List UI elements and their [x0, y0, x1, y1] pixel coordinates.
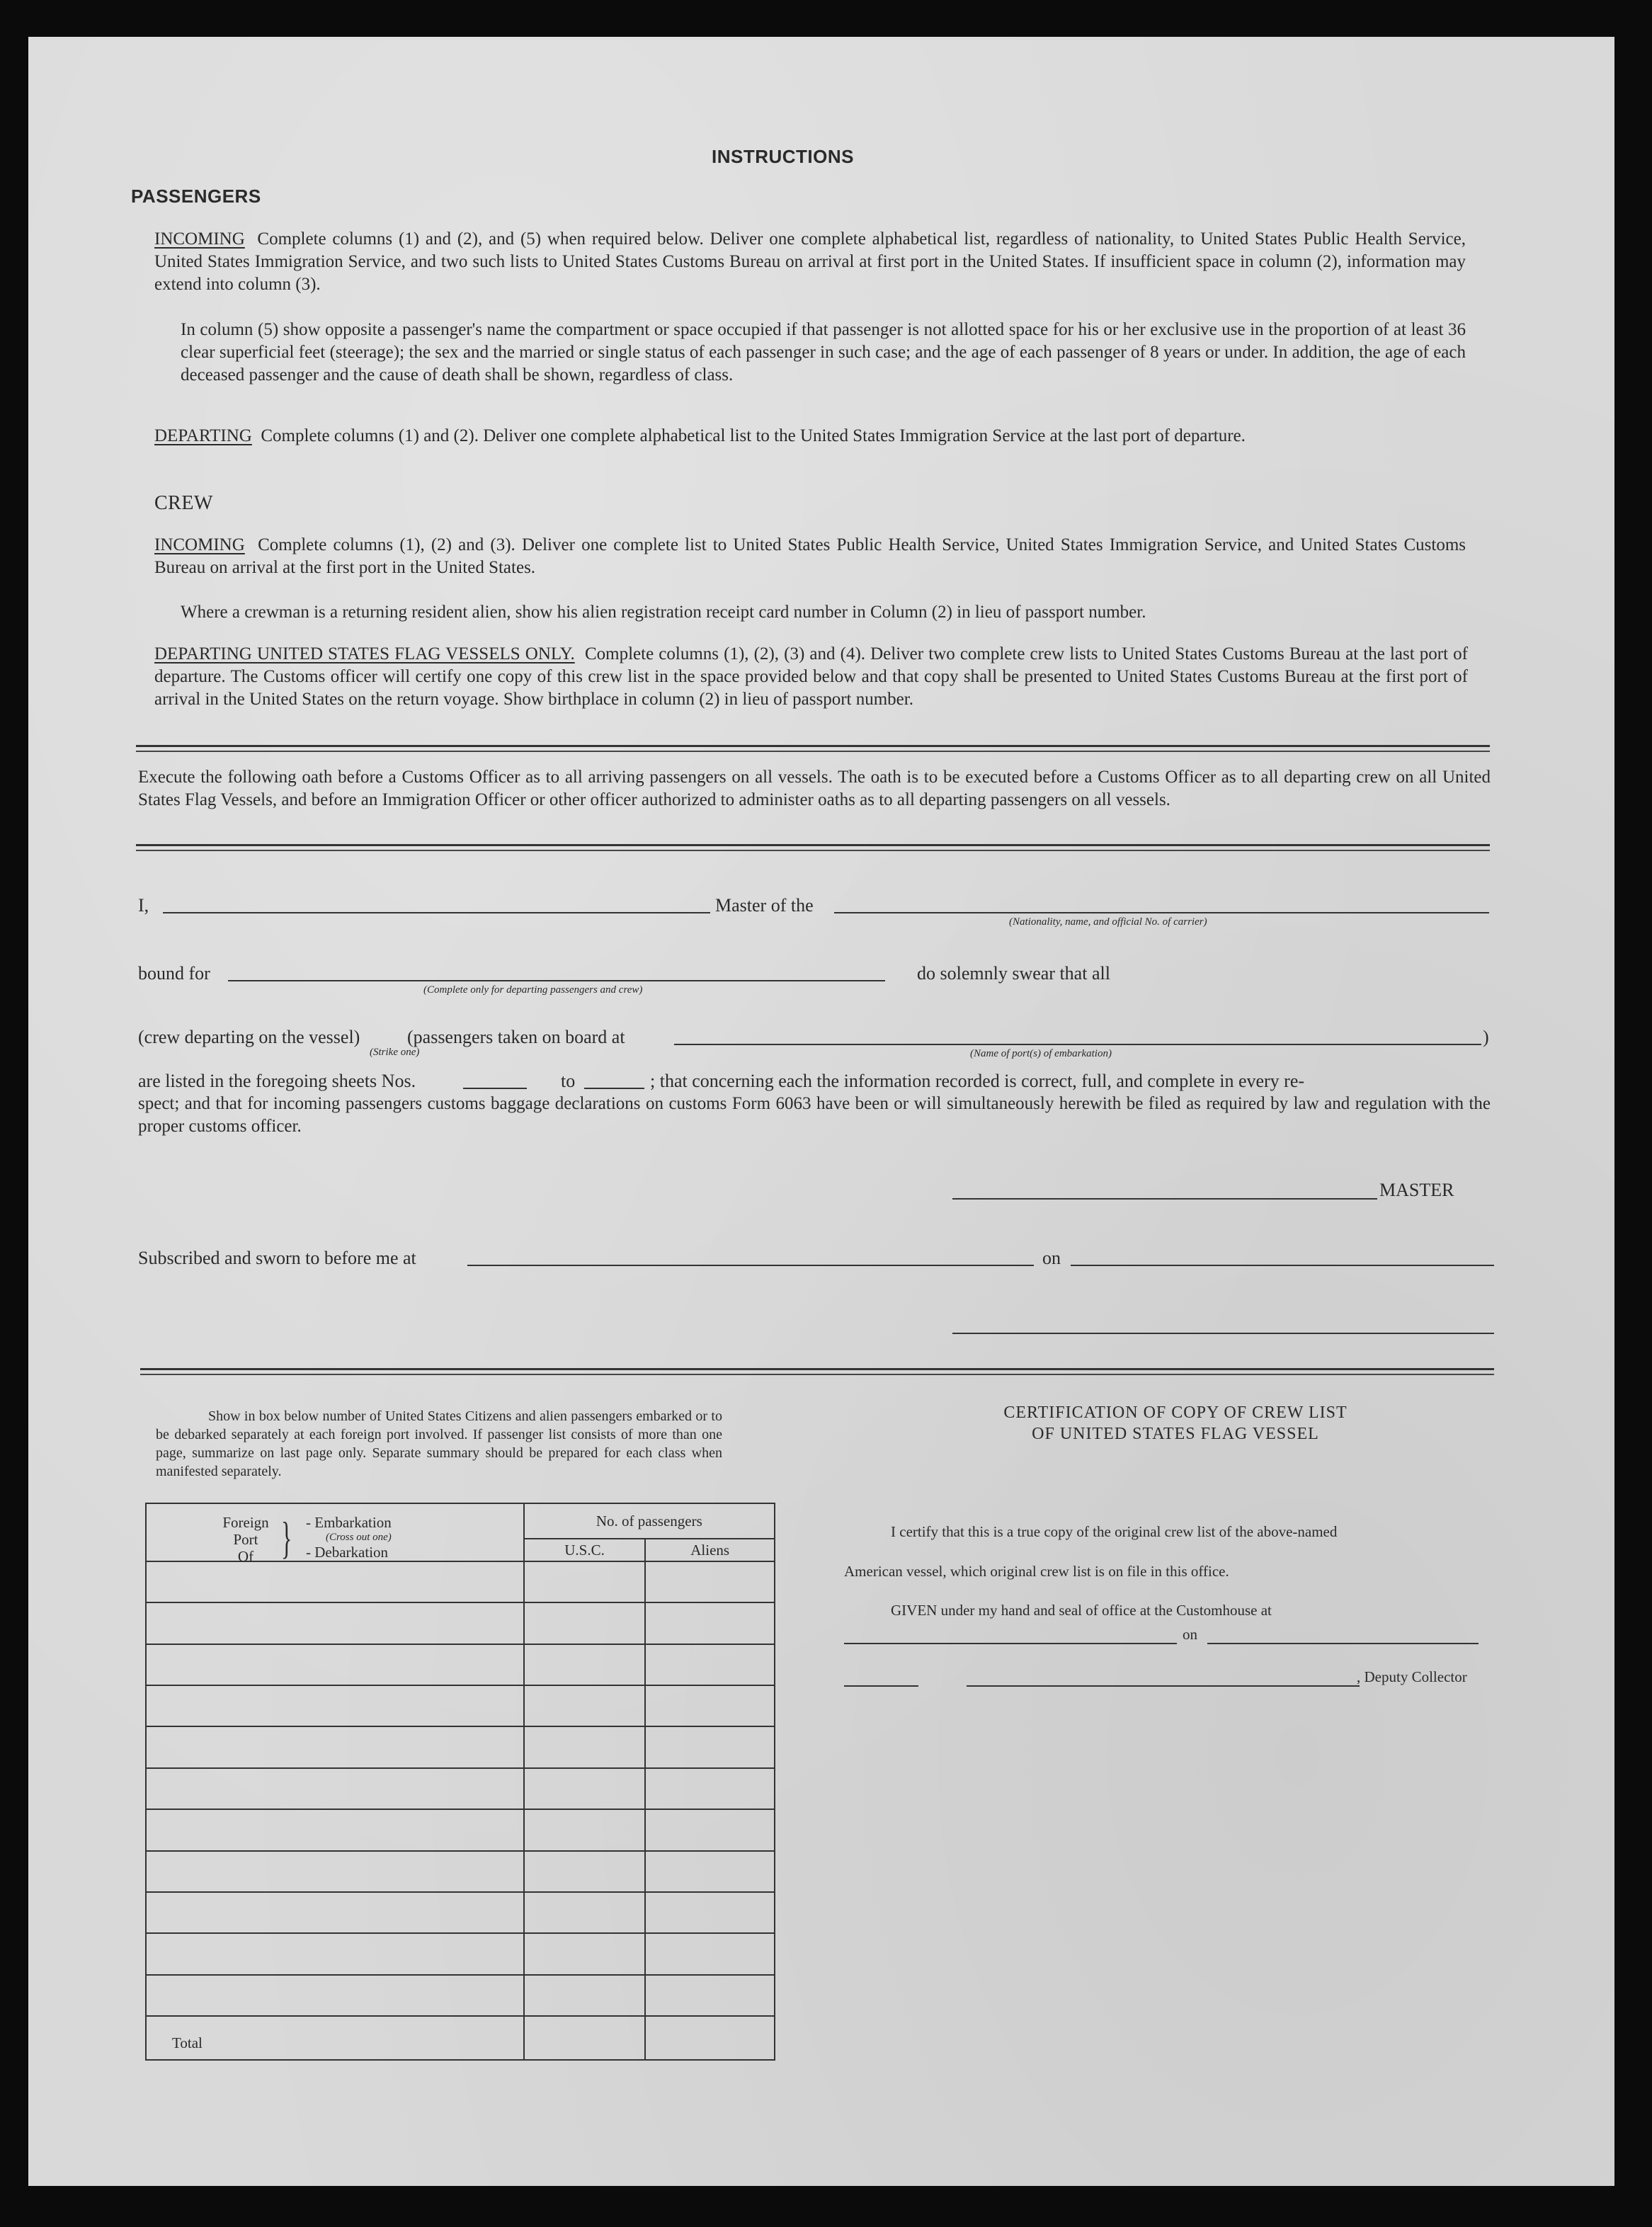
passengers-departing-text: Complete columns (1) and (2). Deliver one complete alphabetical list to the United States Immigration Service at the last port of departure.: [261, 426, 1246, 445]
total-label: Total: [146, 2016, 524, 2060]
foreign-label: Foreign: [222, 1514, 269, 1531]
bound-for-label: bound for: [138, 963, 210, 984]
table-row[interactable]: [146, 1768, 775, 1809]
subscribed-label: Subscribed and sworn to before me at: [138, 1248, 416, 1268]
oath-i-label: I,: [138, 895, 149, 916]
document-page: [28, 37, 1614, 2186]
oath-divider-thin: [136, 850, 1490, 851]
master-signature-label: MASTER: [1379, 1180, 1454, 1200]
deputy-collector-label: , Deputy Collector: [1357, 1668, 1467, 1685]
listed-continued: spect; and that for incoming passengers customs baggage declarations on customs Form 6063 have been or will simultaneously herewith be filed as required by law and regulation with the proper customs officer.: [138, 1094, 1491, 1136]
certify-text: I certify that this is a true copy of the original crew list of the above-named: [891, 1523, 1338, 1540]
port-header-cell: [146, 1503, 524, 1565]
table-row[interactable]: [146, 1851, 775, 1892]
lower-divider-thin: [140, 1374, 1494, 1375]
crew-incoming-paragraph: [154, 534, 1466, 579]
usc-header: U.S.C.: [524, 1539, 646, 1561]
passengers-heading: PASSENGERS: [131, 186, 261, 207]
oath-divider: [136, 844, 1490, 846]
sworn-location-field[interactable]: [467, 1265, 1034, 1266]
master-of-label: Master of the: [715, 895, 814, 916]
table-row[interactable]: [146, 1975, 775, 2016]
cert-on-label: on: [1183, 1626, 1197, 1643]
section-divider-thin: [136, 751, 1490, 752]
listed-prefix: are listed in the foregoing sheets Nos.: [138, 1071, 416, 1091]
carrier-field[interactable]: [834, 912, 1489, 913]
aliens-header: Aliens: [645, 1539, 775, 1561]
customhouse-field[interactable]: [844, 1643, 1177, 1644]
seal-field[interactable]: [844, 1685, 918, 1687]
master-signature-field[interactable]: [952, 1198, 1377, 1200]
page-title: INSTRUCTIONS: [712, 146, 854, 167]
strike-one-note: (Strike one): [370, 1047, 420, 1058]
total-aliens-cell[interactable]: [645, 2016, 775, 2060]
deputy-signature-field[interactable]: [967, 1685, 1360, 1687]
table-row[interactable]: [146, 1561, 775, 1602]
lower-divider: [140, 1368, 1494, 1370]
passengers-departing-label: DEPARTING: [154, 426, 252, 445]
oath-intro: Execute the following oath before a Customs Officer as to all arriving passengers on all vessels. The oath is to be executed before a Customs Officer as to all departing crew on all United States Flag Vessels, and before an Immigration Officer or other officer authorized to administer oaths as to all departing passengers on all vessels.: [138, 768, 1491, 809]
of-label: Of: [237, 1548, 254, 1565]
embark-debark-options: [306, 1514, 392, 1561]
close-paren: ): [1483, 1027, 1489, 1047]
passengers-taken-label: (passengers taken on board at: [407, 1027, 625, 1047]
bound-for-field[interactable]: [228, 980, 885, 981]
table-row[interactable]: [146, 1685, 775, 1726]
bound-for-note: (Complete only for departing passengers and crew): [423, 984, 643, 996]
passengers-incoming-text: Complete columns (1) and (2), and (5) when required below. Deliver one complete alphabetical list, regardless of nationality, to United States Public Health Service, United States Immigration Service, and two such lists to United States Customs Bureau on arrival at first port in the United States. If insufficient space in column (2), information may extend into column (3).: [154, 229, 1466, 294]
total-usc-cell[interactable]: [524, 2016, 646, 2060]
passengers-column5-paragraph: In column (5) show opposite a passenger's name the compartment or space occupied if that passenger is not allotted space for his or her exclusive use in the proportion of at least 36 clear superficial feet (steerage); the sex and the married or single status of each passenger in such case; and the age of each passenger of 8 years or under. In addition, the age of each deceased passenger and the cause of death shall be shown, regardless of class.: [181, 320, 1466, 385]
crew-departing-label: (crew departing on the vessel): [138, 1027, 360, 1047]
section-divider: [136, 745, 1490, 747]
brace-icon: }: [281, 1513, 292, 1563]
sworn-on-label: on: [1042, 1248, 1061, 1268]
cross-out-note: (Cross out one): [326, 1532, 392, 1543]
no-passengers-header: No. of passengers: [524, 1503, 775, 1539]
american-vessel-text: American vessel, which original crew list is on file in this office.: [844, 1563, 1229, 1580]
passengers-incoming-paragraph: [154, 228, 1466, 296]
swear-label: do solemnly swear that all: [917, 963, 1110, 984]
table-row[interactable]: [146, 1809, 775, 1850]
embarkation-option[interactable]: - Embarkation: [306, 1514, 392, 1531]
table-row[interactable]: [146, 1892, 775, 1933]
master-name-field[interactable]: [163, 912, 710, 913]
officer-signature-field[interactable]: [952, 1333, 1494, 1334]
sheet-from-field[interactable]: [463, 1088, 527, 1089]
crew-resident-paragraph: Where a crewman is a returning resident alien, show his alien registration receipt card number in Column (2) in lieu of passport number.: [181, 603, 1146, 622]
ports-note: (Name of port(s) of embarkation): [970, 1048, 1112, 1059]
summary-instructions: Show in box below number of United States Citizens and alien passengers embarked or to be debarked separately at each foreign port involved. If passenger list consists of more than one page, summarize on last page only. Separate summary should be prepared for each class when manifested separately.: [156, 1408, 722, 1479]
crew-departing-label: DEPARTING UNITED STATES FLAG VESSELS ONLY.: [154, 644, 575, 663]
crew-incoming-label: INCOMING: [154, 535, 245, 554]
sworn-date-field[interactable]: [1071, 1265, 1494, 1266]
crew-departing-text: Complete columns (1), (2), (3) and (4). Deliver two complete crew lists to United States Customs Bureau at the last port of departure. The Customs officer will certify one copy of this crew list in the space provided below and that copy shall be presented to United States Customs Bureau at the first port of arrival in the United States on the return voyage. Show birthplace in column (2) in lieu of passport number.: [154, 644, 1468, 709]
passengers-incoming-label: INCOMING: [154, 229, 245, 249]
table-row[interactable]: [146, 1726, 775, 1767]
foreign-port-of: [214, 1514, 278, 1565]
table-row[interactable]: [146, 1933, 775, 1974]
debarkation-option[interactable]: - Debarkation: [306, 1544, 389, 1561]
carrier-note: (Nationality, name, and official No. of carrier): [1009, 916, 1207, 928]
to-label: to: [561, 1071, 576, 1091]
passengers-departing-paragraph: [154, 425, 1466, 448]
crew-departing-paragraph: [154, 643, 1468, 711]
listed-rest: ; that concerning each the information recorded is correct, full, and complete in every re-: [650, 1071, 1305, 1091]
table-row[interactable]: [146, 1644, 775, 1685]
cert-date-field[interactable]: [1207, 1643, 1479, 1644]
passenger-summary-table: [145, 1503, 775, 2061]
port-label: Port: [233, 1531, 258, 1548]
crew-incoming-text: Complete columns (1), (2) and (3). Deliver one complete list to United States Public Health Service, United States Immigration Service, and United States Customs Bureau on arrival at the first port in the United States.: [154, 535, 1466, 577]
given-text: GIVEN under my hand and seal of office at the Customhouse at: [891, 1602, 1272, 1619]
sheet-to-field[interactable]: [584, 1088, 644, 1089]
certification-heading-line2: OF UNITED STATES FLAG VESSEL: [1032, 1425, 1319, 1443]
total-row[interactable]: [146, 2016, 775, 2060]
table-row[interactable]: [146, 1602, 775, 1644]
certification-heading: [871, 1402, 1480, 1445]
ports-embarkation-field[interactable]: [674, 1044, 1481, 1045]
certification-heading-line1: CERTIFICATION OF COPY OF CREW LIST: [1003, 1403, 1348, 1422]
crew-heading: CREW: [154, 492, 213, 514]
